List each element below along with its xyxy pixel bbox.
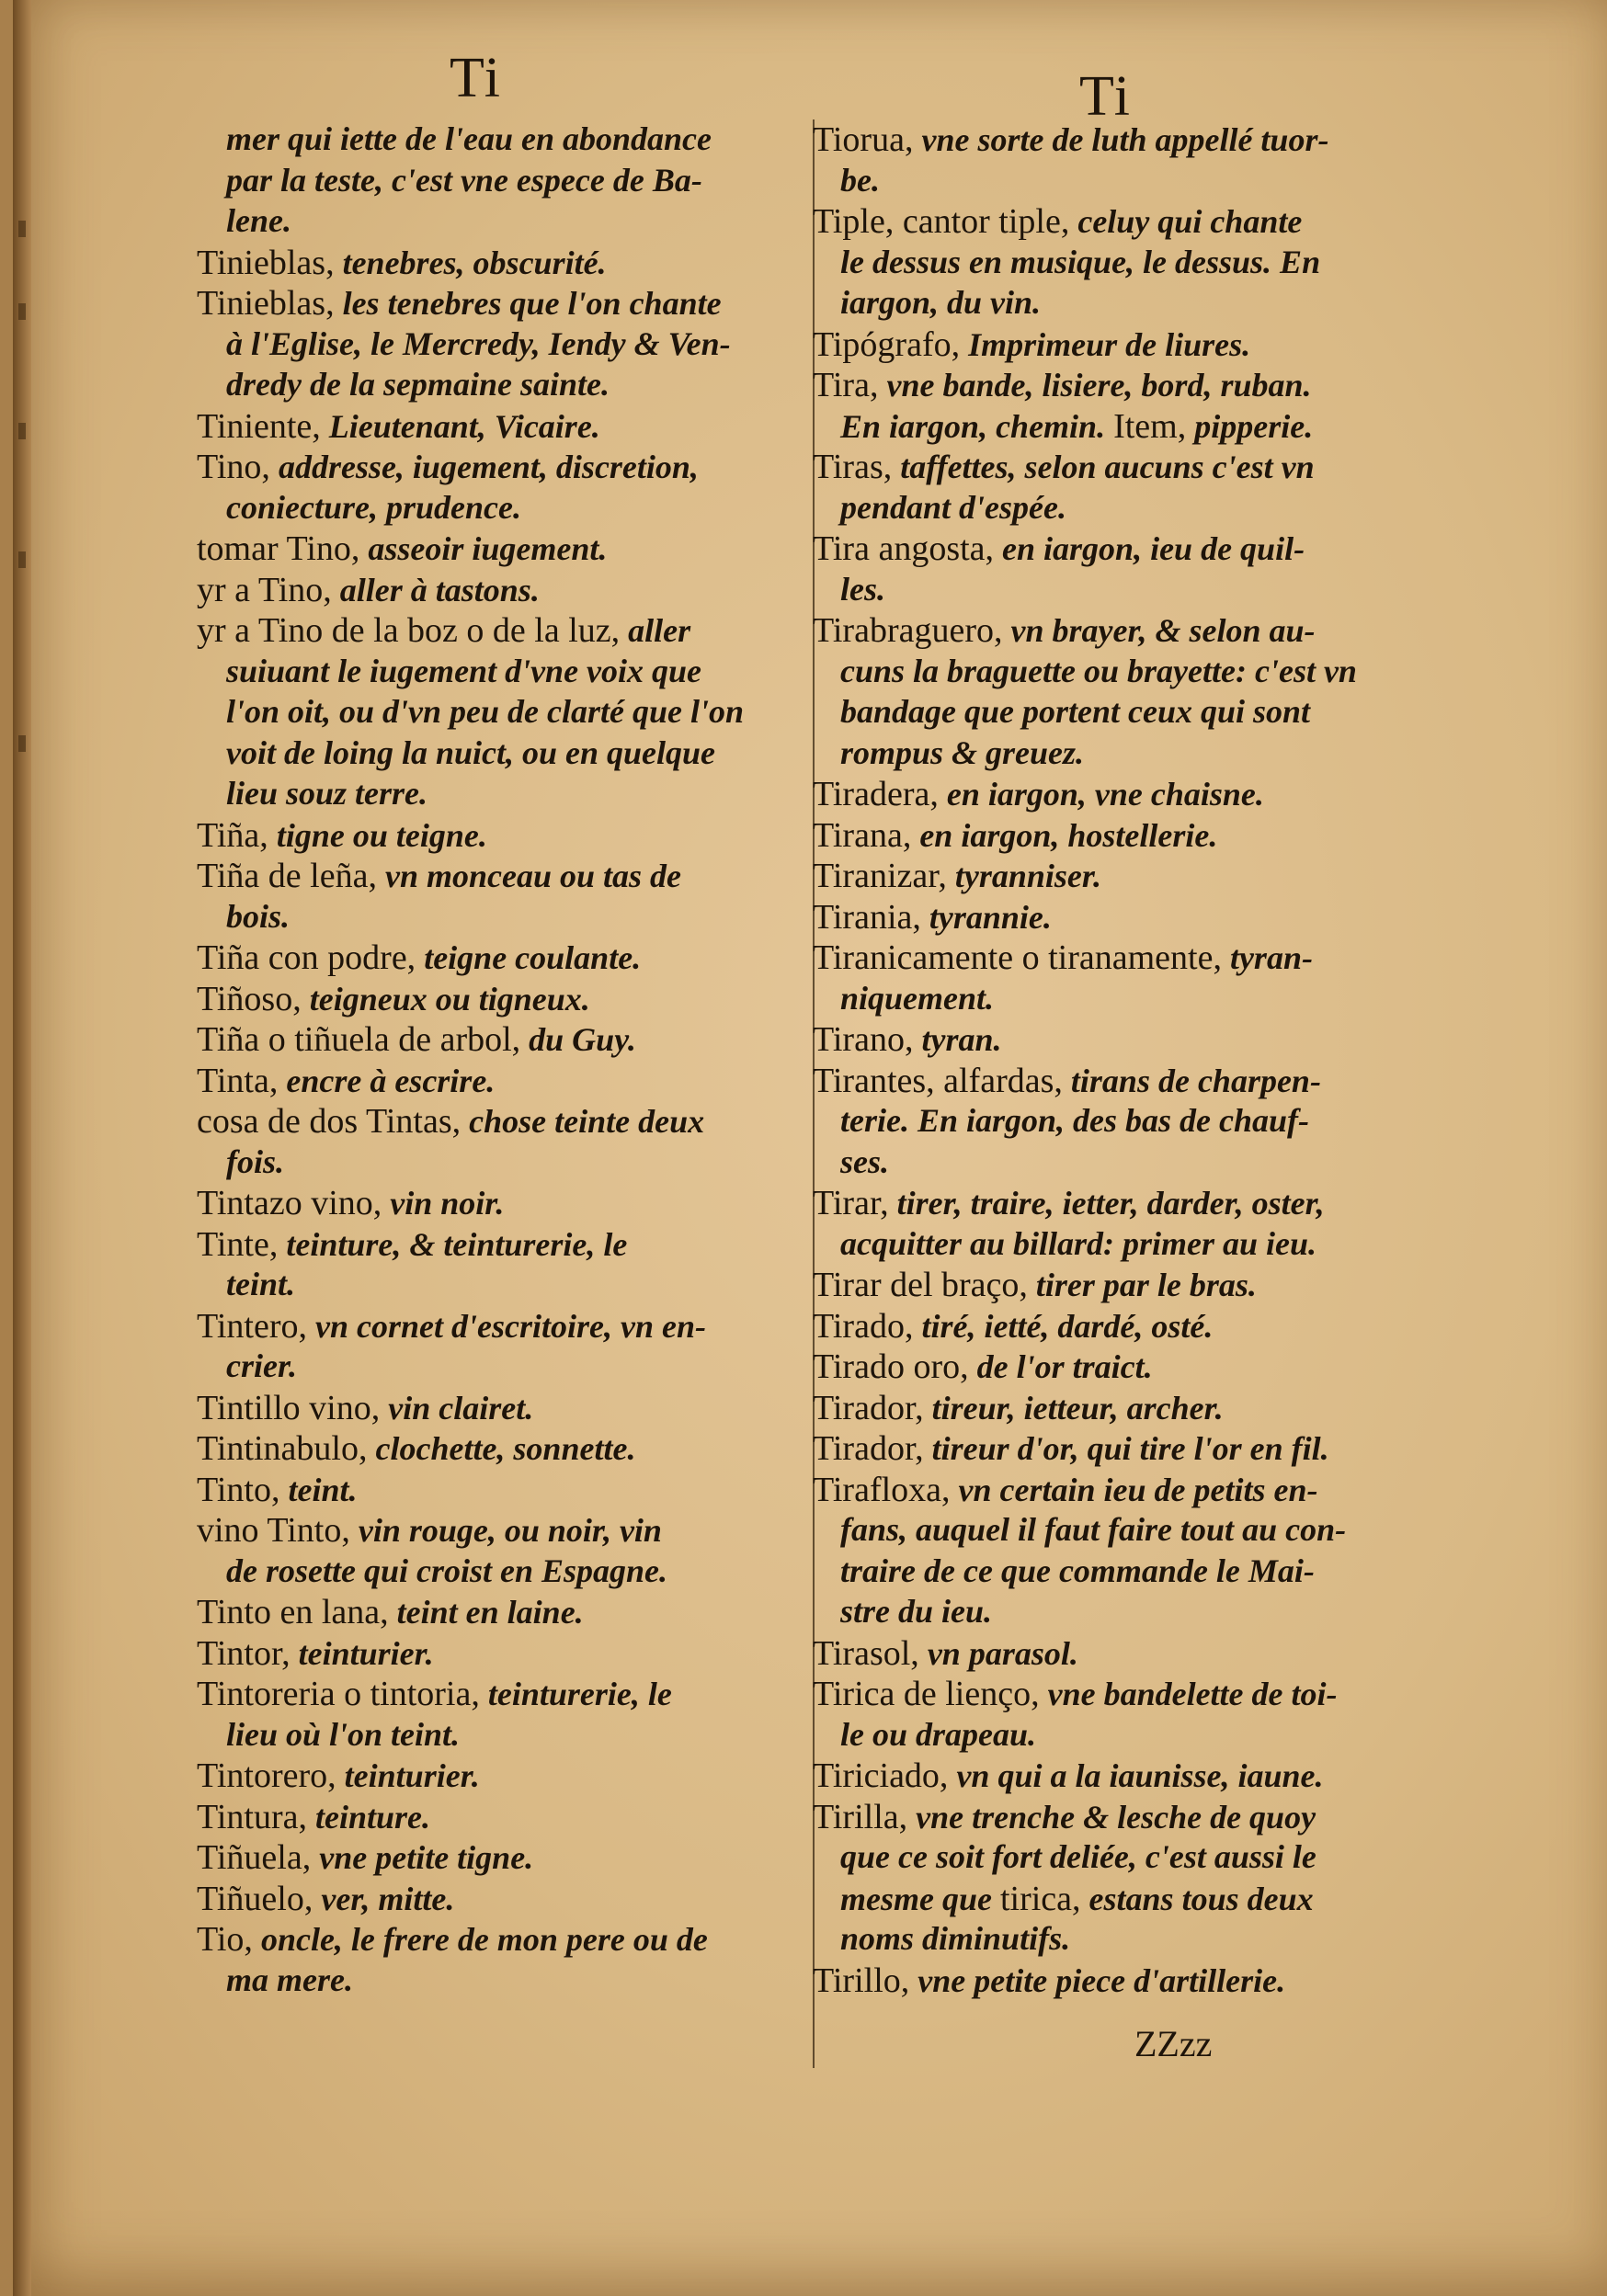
definition: tyran- [1221,939,1313,976]
definition: voit de loing la nuict, ou en quelque [226,733,716,771]
headword: Tino, [197,448,270,486]
entry-line [197,1756,480,1794]
entry-continuation-line [226,324,731,363]
headword: Tinieblas, [197,284,335,323]
entry-line [813,1347,1153,1385]
entry-line [813,897,1052,936]
entry-line [197,529,607,567]
definition: acquitter au billard: primer au ieu. [840,1224,1317,1262]
definition: vn brayer, & selon au- [1002,612,1316,649]
entry-line [197,815,487,854]
headword: Tiranizar, [813,857,947,895]
definition: celuy qui chante [1069,203,1303,240]
definition: lieu souz terre. [226,775,428,812]
entry-line [197,1919,708,1958]
entry-continuation-line [840,570,885,608]
entry-continuation-line [840,1224,1316,1263]
headword: Tira angosta, [813,529,995,568]
headword: Tirilla, [813,1797,908,1836]
headword: Tintinabulo, [197,1429,368,1468]
definition: teint. [226,1266,296,1302]
entry-line [813,119,1328,158]
edge-mark [18,551,26,568]
entry-line [197,1592,584,1631]
entry-line [813,610,1316,649]
edge-mark [18,221,26,237]
definition: tyrannie. [920,898,1052,936]
definition: tireur, ietteur, archer. [923,1389,1224,1426]
entry-line [197,1797,430,1836]
definition: ses. [840,1142,889,1180]
definition: addresse, iugement, discretion, [269,449,699,485]
entry-continuation-line [226,365,610,404]
definition: tyran. [913,1021,1002,1058]
entry-line [197,243,607,281]
definition: vn parasol. [918,1634,1078,1672]
definition: de rosette qui croist en Espagne. [226,1552,668,1589]
definition: vne bandelette de toi- [1039,1676,1338,1712]
headword: Tiña de leña, [197,857,377,895]
entry-line [813,1470,1318,1508]
definition: estans tous deux [1080,1880,1314,1917]
entry-continuation-line [226,774,427,813]
definition: bois. [226,897,291,935]
definition: que ce soit fort deliée, c'est aussi le [840,1838,1316,1875]
definition: aller [620,612,691,649]
headword: Tirador, [813,1388,924,1427]
entry-line [813,529,1305,567]
headword: Tiranicamente o tiranamente, [813,938,1222,977]
headword: Tirantes, alfardas, [813,1061,1063,1100]
definition: les tenebres que l'on chante [334,285,722,322]
entry-continuation-line [226,1265,295,1303]
entry-line [197,447,699,485]
definition: le ou drapeau. [840,1715,1037,1753]
entry-continuation-line [840,1837,1316,1876]
headword: Tinieblas, [197,243,335,282]
entry-line [197,610,690,649]
headword: Tinta, [197,1061,279,1100]
entry-continuation-line [840,1879,1314,1917]
headword: yr a Tino, [197,570,332,609]
definition: ma mere. [226,1961,353,1998]
headword: Tintor, [197,1633,291,1673]
entry-line [813,447,1315,485]
entry-continuation-line [840,283,1041,322]
entry-line [813,1756,1324,1794]
entry-line [813,1674,1338,1712]
definition: vin rouge, ou noir, vin [349,1512,662,1549]
entry-line [813,1265,1257,1303]
definition: teint en laine. [388,1594,584,1631]
definition: le dessus en musique, le dessus. En [840,243,1321,280]
headword: Tiña con podre, [197,938,416,977]
entry-line [197,570,540,608]
entry-continuation-line [226,201,291,240]
definition: crier. [226,1347,297,1384]
definition: les. [840,570,885,608]
headword: Tirador, [813,1429,924,1468]
entry-line [813,1797,1316,1836]
headword: Tiriciado, [813,1756,949,1795]
entry-line [197,1224,627,1263]
definition: oncle, le frere de mon pere ou de [252,1921,708,1958]
definition: en iargon, ieu de quil- [994,530,1305,567]
definition: teigneux ou tigneux. [301,980,590,1017]
entry-line [813,1183,1325,1222]
entry-continuation-line [840,1142,889,1181]
entry-line [197,856,681,894]
entry-continuation-line [226,161,702,199]
entry-line [813,1388,1224,1426]
entry-line [813,1019,1001,1058]
definition: cuns la braguette ou brayette: c'est vn [840,652,1357,689]
entry-line [197,1837,533,1876]
entry-continuation-line [226,897,290,936]
entry-continuation-line [840,488,1066,527]
definition: ver, mitte. [313,1880,455,1917]
headword: Tirado oro, [813,1347,969,1386]
definition: fans, auquel il faut faire tout au con- [840,1511,1347,1548]
entry-line [197,1019,636,1058]
entry-continuation-line [226,733,715,772]
headword: Tiniente, [197,406,321,446]
entry-continuation-line [840,733,1084,772]
entry-continuation-line [840,243,1320,281]
definition: vin noir. [382,1185,505,1222]
headword: Tiña, [197,815,268,855]
headword: cosa de dos Tintas, [197,1102,462,1141]
headword: Tintoreria o tintoria, [197,1675,480,1713]
headword: Tiñuela, [197,1838,312,1877]
definition: à l'Eglise, le Mercredy, Iendy & Ven- [226,324,731,362]
definition: vne petite piece d'artillerie. [909,1961,1286,1999]
entry-line [813,938,1313,976]
definition: Imprimeur de liures. [960,325,1251,363]
definition: niquement. [840,979,995,1017]
entry-line [813,774,1264,813]
headword: Tiradera, [813,775,939,813]
headword: Tira, [813,366,879,404]
entry-line [197,1510,662,1549]
definition: vn certain ieu de petits en- [950,1471,1318,1508]
definition: iargon, du vin. [840,284,1042,321]
edge-mark [18,735,26,752]
definition: teinturerie, le [479,1676,672,1712]
entry-line [813,856,1101,894]
headword: tirica, [999,1879,1081,1918]
headword: Tintura, [197,1797,308,1836]
signature-mark: ZZzz [1134,2023,1213,2064]
headword: Tintorero, [197,1756,336,1795]
entry-line [813,1061,1321,1099]
entry-line [197,979,590,1017]
entry-line [197,283,722,322]
headword: Tinto en lana, [197,1593,389,1631]
headword: Tipógrafo, [813,324,961,364]
definition: vne petite tigne. [311,1839,534,1876]
definition: tyranniser. [946,858,1101,894]
headword: Tio, [197,1920,253,1959]
entry-line [813,1428,1329,1467]
definition: teint. [279,1471,358,1508]
definition: tigne ou teigne. [268,816,487,854]
headword: Tirania, [813,897,921,937]
definition: en iargon, hostellerie. [911,816,1218,854]
entry-continuation-line [226,1715,460,1754]
entry-continuation-line [840,692,1310,731]
entry-line [197,1879,454,1917]
definition: tirer, traire, ietter, darder, oster, [888,1185,1325,1222]
entry-continuation-line [840,1510,1346,1549]
entry-continuation-line [840,161,880,199]
definition: teinture. [307,1798,431,1836]
definition: En iargon, chemin. [840,407,1114,445]
headword: Tiñoso, [197,979,302,1018]
headword: vino Tinto, [197,1511,350,1550]
entry-line [813,324,1250,363]
definition: stre du ieu. [840,1593,993,1630]
definition: vn qui a la iaunisse, iaune. [948,1757,1324,1794]
entry-continuation-line [840,1919,1070,1958]
entry-continuation-line [840,1552,1315,1590]
definition: aller à tastons. [331,571,540,608]
definition: fois. [226,1142,284,1180]
headword: Tirana, [813,815,912,855]
headword: Tinto, [197,1470,280,1509]
headword: Tintillo vino, [197,1388,381,1427]
definition: tenebres, obscurité. [334,244,607,281]
headword: Tirillo, [813,1961,910,2000]
headword: Tirar, [813,1184,889,1222]
entry-continuation-line [840,979,994,1017]
definition: teinturier. [290,1634,434,1672]
headword: Tirasol, [813,1633,919,1673]
definition: be. [840,161,880,199]
edge-mark [18,423,26,439]
definition: traire de ce que commande le Mai- [840,1552,1315,1589]
headword: Tintero, [197,1306,308,1346]
definition: lene. [226,202,291,239]
page-gutter [13,0,31,2296]
entry-continuation-line [840,1715,1036,1754]
headword: Item, [1113,406,1187,446]
entry-line [813,1961,1285,1999]
headword: Tiña o tiñuela de arbol, [197,1020,521,1059]
entry-line [813,201,1302,240]
definition: asseoir iugement. [359,530,608,567]
entry-line [197,1306,706,1345]
definition: vne bande, lisiere, bord, ruban. [878,367,1312,404]
definition: encre à escrire. [278,1062,496,1099]
headword: yr a Tino de la boz o de la luz, [197,611,621,650]
definition: vin clairet. [380,1389,534,1426]
entry-line [197,1674,672,1712]
entry-line [813,365,1312,404]
entry-continuation-line [226,1142,284,1181]
right-running-head: Ti [1079,65,1132,128]
entry-continuation-line [226,1347,297,1385]
entry-line [197,1470,358,1508]
entry-continuation-line [226,1961,353,1999]
entry-line [197,1388,533,1426]
definition: suiuant le iugement d'vne voix que [226,652,702,689]
left-running-head: Ti [450,47,502,109]
entry-line [197,1183,504,1222]
headword: Tiorua, [813,120,914,159]
entry-continuation-line [226,488,521,527]
definition: l'on oit, ou d'vn peu de clarté que l'on [226,693,745,730]
headword: Tirano, [813,1020,914,1059]
entry-continuation-line [226,1552,667,1590]
definition: tiré, ietté, dardé, osté. [913,1307,1214,1345]
definition: taffettes, selon aucuns c'est vn [892,449,1315,485]
definition: pipperie. [1186,407,1314,445]
definition: chose teinte deux [461,1103,705,1140]
definition: tirans de charpen- [1062,1062,1321,1099]
definition: coniecture, prudence. [226,488,521,526]
definition: terie. En iargon, des bas de chauf- [840,1102,1310,1139]
definition: noms diminutifs. [840,1920,1071,1957]
headword: Tirafloxa, [813,1470,951,1509]
definition: mesme que [840,1880,1000,1917]
headword: Tintazo vino, [197,1184,382,1222]
definition: par la teste, c'est vne espece de Ba- [226,161,702,199]
headword: Tiñuelo, [197,1879,313,1918]
definition: vne sorte de luth appellé tuor- [913,121,1329,158]
entry-line [226,119,712,158]
definition: pendant d'espée. [840,488,1066,526]
definition: clochette, sonnette. [367,1430,636,1467]
definition: teigne coulante. [416,939,642,976]
definition: du Guy. [520,1021,636,1058]
definition: tireur d'or, qui tire l'or en fil. [923,1430,1329,1467]
definition: mer qui iette de l'eau en abondance [226,120,712,157]
entry-continuation-line [840,406,1313,445]
entry-line [197,1101,704,1140]
definition: bandage que portent ceux qui sont [840,693,1311,730]
entry-continuation-line [226,652,701,690]
headword: tomar Tino, [197,529,360,568]
definition: de l'or traict. [968,1348,1153,1385]
book-page [13,0,1607,2296]
headword: Tirado, [813,1306,914,1346]
entry-line [197,1428,635,1467]
headword: Tirabraguero, [813,611,1003,650]
definition: teinture, & teinturerie, le [278,1225,628,1263]
entry-line [813,815,1217,854]
entry-line [813,1306,1213,1345]
entry-continuation-line [226,692,744,731]
headword: Tirar del braço, [813,1266,1028,1304]
headword: Tiple, cantor tiple, [813,202,1070,241]
headword: Tinte, [197,1224,279,1264]
edge-mark [18,303,26,320]
headword: Tiras, [813,448,893,486]
entry-line [197,406,600,445]
entry-line [813,1633,1078,1672]
definition: dredy de la sepmaine sainte. [226,366,610,403]
definition: vn monceau ou tas de [376,858,681,894]
definition: Lieutenant, Vicaire. [320,407,600,445]
definition: lieu où l'on teint. [226,1715,461,1753]
definition: en iargon, vne chaisne. [938,776,1264,813]
definition: vn cornet d'escritoire, vn en- [307,1307,706,1345]
definition: rompus & greuez. [840,733,1085,771]
headword: Tirica de lienço, [813,1675,1040,1713]
entry-continuation-line [840,1101,1309,1140]
entry-continuation-line [840,1592,992,1631]
definition: tirer par le bras. [1027,1267,1257,1303]
definition: teinturier. [336,1757,480,1794]
entry-line [197,1061,495,1099]
definition: vne trenche & lesche de quoy [907,1798,1316,1836]
entry-line [197,938,641,976]
entry-continuation-line [840,652,1357,690]
entry-line [197,1633,434,1672]
